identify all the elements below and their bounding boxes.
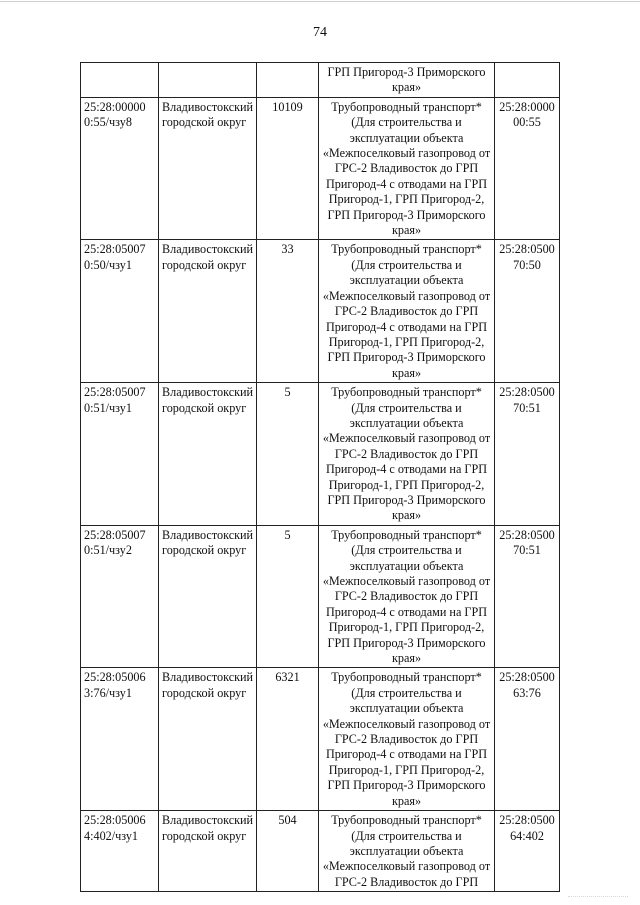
land-use-line: Трубопроводный транспорт*	[331, 527, 482, 542]
land-use-line: Пригород-4 с отводами на ГРП	[325, 604, 488, 619]
cell-land-use	[319, 240, 495, 383]
land-use-line: эксплуатации объекта	[349, 273, 464, 288]
cell-area	[257, 383, 319, 526]
table-row	[81, 240, 560, 383]
land-use-line: (Для строительства и	[351, 115, 462, 130]
cell-area	[257, 811, 319, 892]
cell-zone-number	[81, 525, 159, 668]
cell-cadastral-number-text: 25:28:050070:51	[499, 385, 555, 415]
land-use-line: «Межпоселковый газопровод от	[322, 716, 491, 731]
cell-cadastral-number-text: 25:28:050064:402	[499, 813, 555, 843]
land-use-line: края»	[391, 508, 422, 523]
zone-number-line: 25:28:00000	[84, 99, 146, 114]
land-use-line: «Межпоселковый газопровод от	[322, 146, 491, 161]
cell-area-text: 5	[284, 385, 291, 400]
land-use-line: ГРС-2 Владивосток до ГРП	[334, 446, 479, 461]
land-use-line: Трубопроводный транспорт*	[331, 385, 482, 400]
land-use-line: Пригород-4 с отводами на ГРП	[325, 176, 488, 191]
table-row	[81, 668, 560, 811]
land-use-line: ГРП Пригород-3 Приморского	[327, 65, 486, 79]
land-plots-table	[80, 62, 560, 892]
zone-number-line: 3:76/чзу1	[84, 685, 132, 700]
cell-area	[257, 240, 319, 383]
land-use-line: края»	[391, 793, 422, 808]
cell-area-text: 5	[284, 527, 291, 542]
land-use-line: эксплуатации объекта	[349, 558, 464, 573]
cell-land-use	[319, 668, 495, 811]
district-line: Владивостокский	[162, 670, 254, 685]
cell-cadastral-number	[495, 240, 560, 383]
cell-area-text: 33	[281, 242, 294, 257]
land-use-line: Пригород-1, ГРП Пригород-2,	[328, 192, 485, 207]
land-use-line: (Для строительства и	[351, 543, 462, 558]
land-use-line: «Межпоселковый газопровод от	[322, 859, 491, 874]
land-use-line: ГРС-2 Владивосток до ГРП	[334, 732, 479, 747]
land-use-line: Трубопроводный транспорт*	[331, 99, 482, 114]
cell-district	[159, 668, 257, 811]
land-use-line: Пригород-4 с отводами на ГРП	[325, 462, 488, 477]
land-use-line: Трубопроводный транспорт*	[331, 670, 482, 685]
cell-area	[257, 63, 319, 98]
land-use-line: ГРП Пригород-3 Приморского	[327, 207, 486, 222]
cell-district	[159, 240, 257, 383]
zone-number-line: 25:28:05007	[84, 527, 146, 542]
cell-cadastral-number-text: 25:28:050070:51	[499, 527, 555, 558]
zone-number-line: 0:55/чзу8	[84, 115, 132, 130]
cell-land-use	[319, 383, 495, 526]
cell-district	[159, 811, 257, 892]
cell-area	[257, 668, 319, 811]
zone-number-line: 25:28:05006	[84, 670, 146, 685]
cell-district	[159, 383, 257, 526]
land-use-line: «Межпоселковый газопровод от	[322, 288, 491, 303]
land-use-line: эксплуатации объекта	[349, 415, 464, 430]
table-row	[81, 811, 560, 892]
land-use-line: ГРС-2 Владивосток до ГРП	[334, 304, 479, 319]
district-line: Владивостокский	[162, 527, 254, 542]
scan-artifact	[568, 896, 628, 897]
table-row	[81, 525, 560, 668]
cell-cadastral-number	[495, 668, 560, 811]
zone-number-line: 0:51/чзу2	[84, 543, 132, 558]
land-use-line: эксплуатации объекта	[349, 130, 464, 145]
land-use-line: Пригород-4 с отводами на ГРП	[325, 319, 488, 334]
land-use-line: края»	[391, 80, 422, 95]
cell-zone-number	[81, 383, 159, 526]
land-use-line: «Межпоселковый газопровод от	[322, 574, 491, 588]
cell-zone-number	[81, 63, 159, 98]
zone-number-line: 25:28:05007	[84, 242, 146, 257]
cell-district	[159, 97, 257, 240]
cell-zone-number	[81, 811, 159, 892]
land-use-line: края»	[391, 365, 422, 380]
cell-area-text: 10109	[272, 99, 303, 114]
cell-area-text: 504	[278, 813, 297, 828]
cell-cadastral-number	[495, 383, 560, 526]
top-border-line	[0, 1, 640, 2]
land-use-line: края»	[391, 651, 422, 666]
zone-number-line: 25:28:05007	[84, 385, 146, 400]
cell-district	[159, 525, 257, 668]
district-line: Владивостокский	[162, 99, 254, 114]
table-row	[81, 383, 560, 526]
district-line: Владивостокский	[162, 813, 254, 828]
cell-district	[159, 63, 257, 98]
district-line: городской округ	[162, 115, 247, 130]
land-use-line: Трубопроводный транспорт*	[331, 242, 482, 257]
land-use-line: ГРП Пригород-3 Приморского	[327, 778, 486, 793]
table-row	[81, 97, 560, 240]
district-line: городской округ	[162, 685, 247, 700]
cell-land-use	[319, 63, 495, 98]
land-use-line: Пригород-4 с отводами на ГРП	[325, 747, 488, 762]
table-body	[81, 63, 560, 892]
zone-number-line: 4:402/чзу1	[84, 828, 139, 843]
cell-land-use	[319, 525, 495, 668]
page-number: 74	[313, 25, 327, 40]
land-use-line: (Для строительства и	[351, 257, 462, 272]
land-use-line: эксплуатации объекта	[349, 701, 464, 716]
land-use-line: ГРС-2 Владивосток до ГРП	[334, 161, 479, 176]
land-use-line: ГРС-2 Владивосток до ГРП	[334, 874, 479, 889]
land-use-line: (Для строительства и	[351, 400, 462, 415]
district-line: городской округ	[162, 543, 247, 558]
land-use-line: «Межпоселковый газопровод от	[322, 431, 491, 446]
cell-cadastral-number-text: 25:28:000000:55	[499, 99, 555, 130]
cell-cadastral-number	[495, 97, 560, 240]
land-use-line: Пригород-1, ГРП Пригород-2,	[328, 762, 485, 777]
district-line: городской округ	[162, 828, 247, 843]
land-use-line: Пригород-1, ГРП Пригород-2,	[328, 620, 485, 635]
zone-number-line: 0:50/чзу1	[84, 257, 132, 272]
cell-cadastral-number	[495, 525, 560, 668]
zone-number-line: 25:28:05006	[84, 813, 146, 828]
cell-area-text: 6321	[275, 670, 300, 685]
cell-cadastral-number	[495, 63, 560, 98]
land-use-line: Пригород-1, ГРП Пригород-2,	[328, 334, 485, 349]
cell-area	[257, 525, 319, 668]
cell-land-use	[319, 811, 495, 892]
land-use-line: ГРС-2 Владивосток до ГРП	[334, 589, 479, 604]
cell-land-use	[319, 97, 495, 240]
land-use-line: ГРП Пригород-3 Приморского	[327, 635, 486, 650]
cell-zone-number	[81, 240, 159, 383]
land-use-line: Пригород-1, ГРП Пригород-2,	[328, 477, 485, 492]
cell-zone-number	[81, 668, 159, 811]
district-line: Владивостокский	[162, 385, 254, 400]
cell-zone-number	[81, 97, 159, 240]
zone-number-line: 0:51/чзу1	[84, 400, 132, 415]
cell-cadastral-number	[495, 811, 560, 892]
land-use-line: ГРП Пригород-3 Приморского	[327, 350, 486, 365]
land-use-line: (Для строительства и	[351, 685, 462, 700]
district-line: городской округ	[162, 257, 247, 272]
district-line: Владивостокский	[162, 242, 254, 257]
district-line: городской округ	[162, 400, 247, 415]
cell-area	[257, 97, 319, 240]
land-use-line: края»	[391, 223, 422, 238]
cell-cadastral-number-text: 25:28:050063:76	[499, 670, 555, 700]
table-row	[81, 63, 560, 98]
land-use-line: ГРП Пригород-3 Приморского	[327, 492, 486, 507]
land-use-line: (Для строительства и	[351, 828, 462, 843]
cell-cadastral-number-text: 25:28:050070:50	[499, 242, 555, 272]
land-use-line: Трубопроводный транспорт*	[331, 813, 482, 828]
land-use-line: эксплуатации объекта	[349, 843, 464, 858]
